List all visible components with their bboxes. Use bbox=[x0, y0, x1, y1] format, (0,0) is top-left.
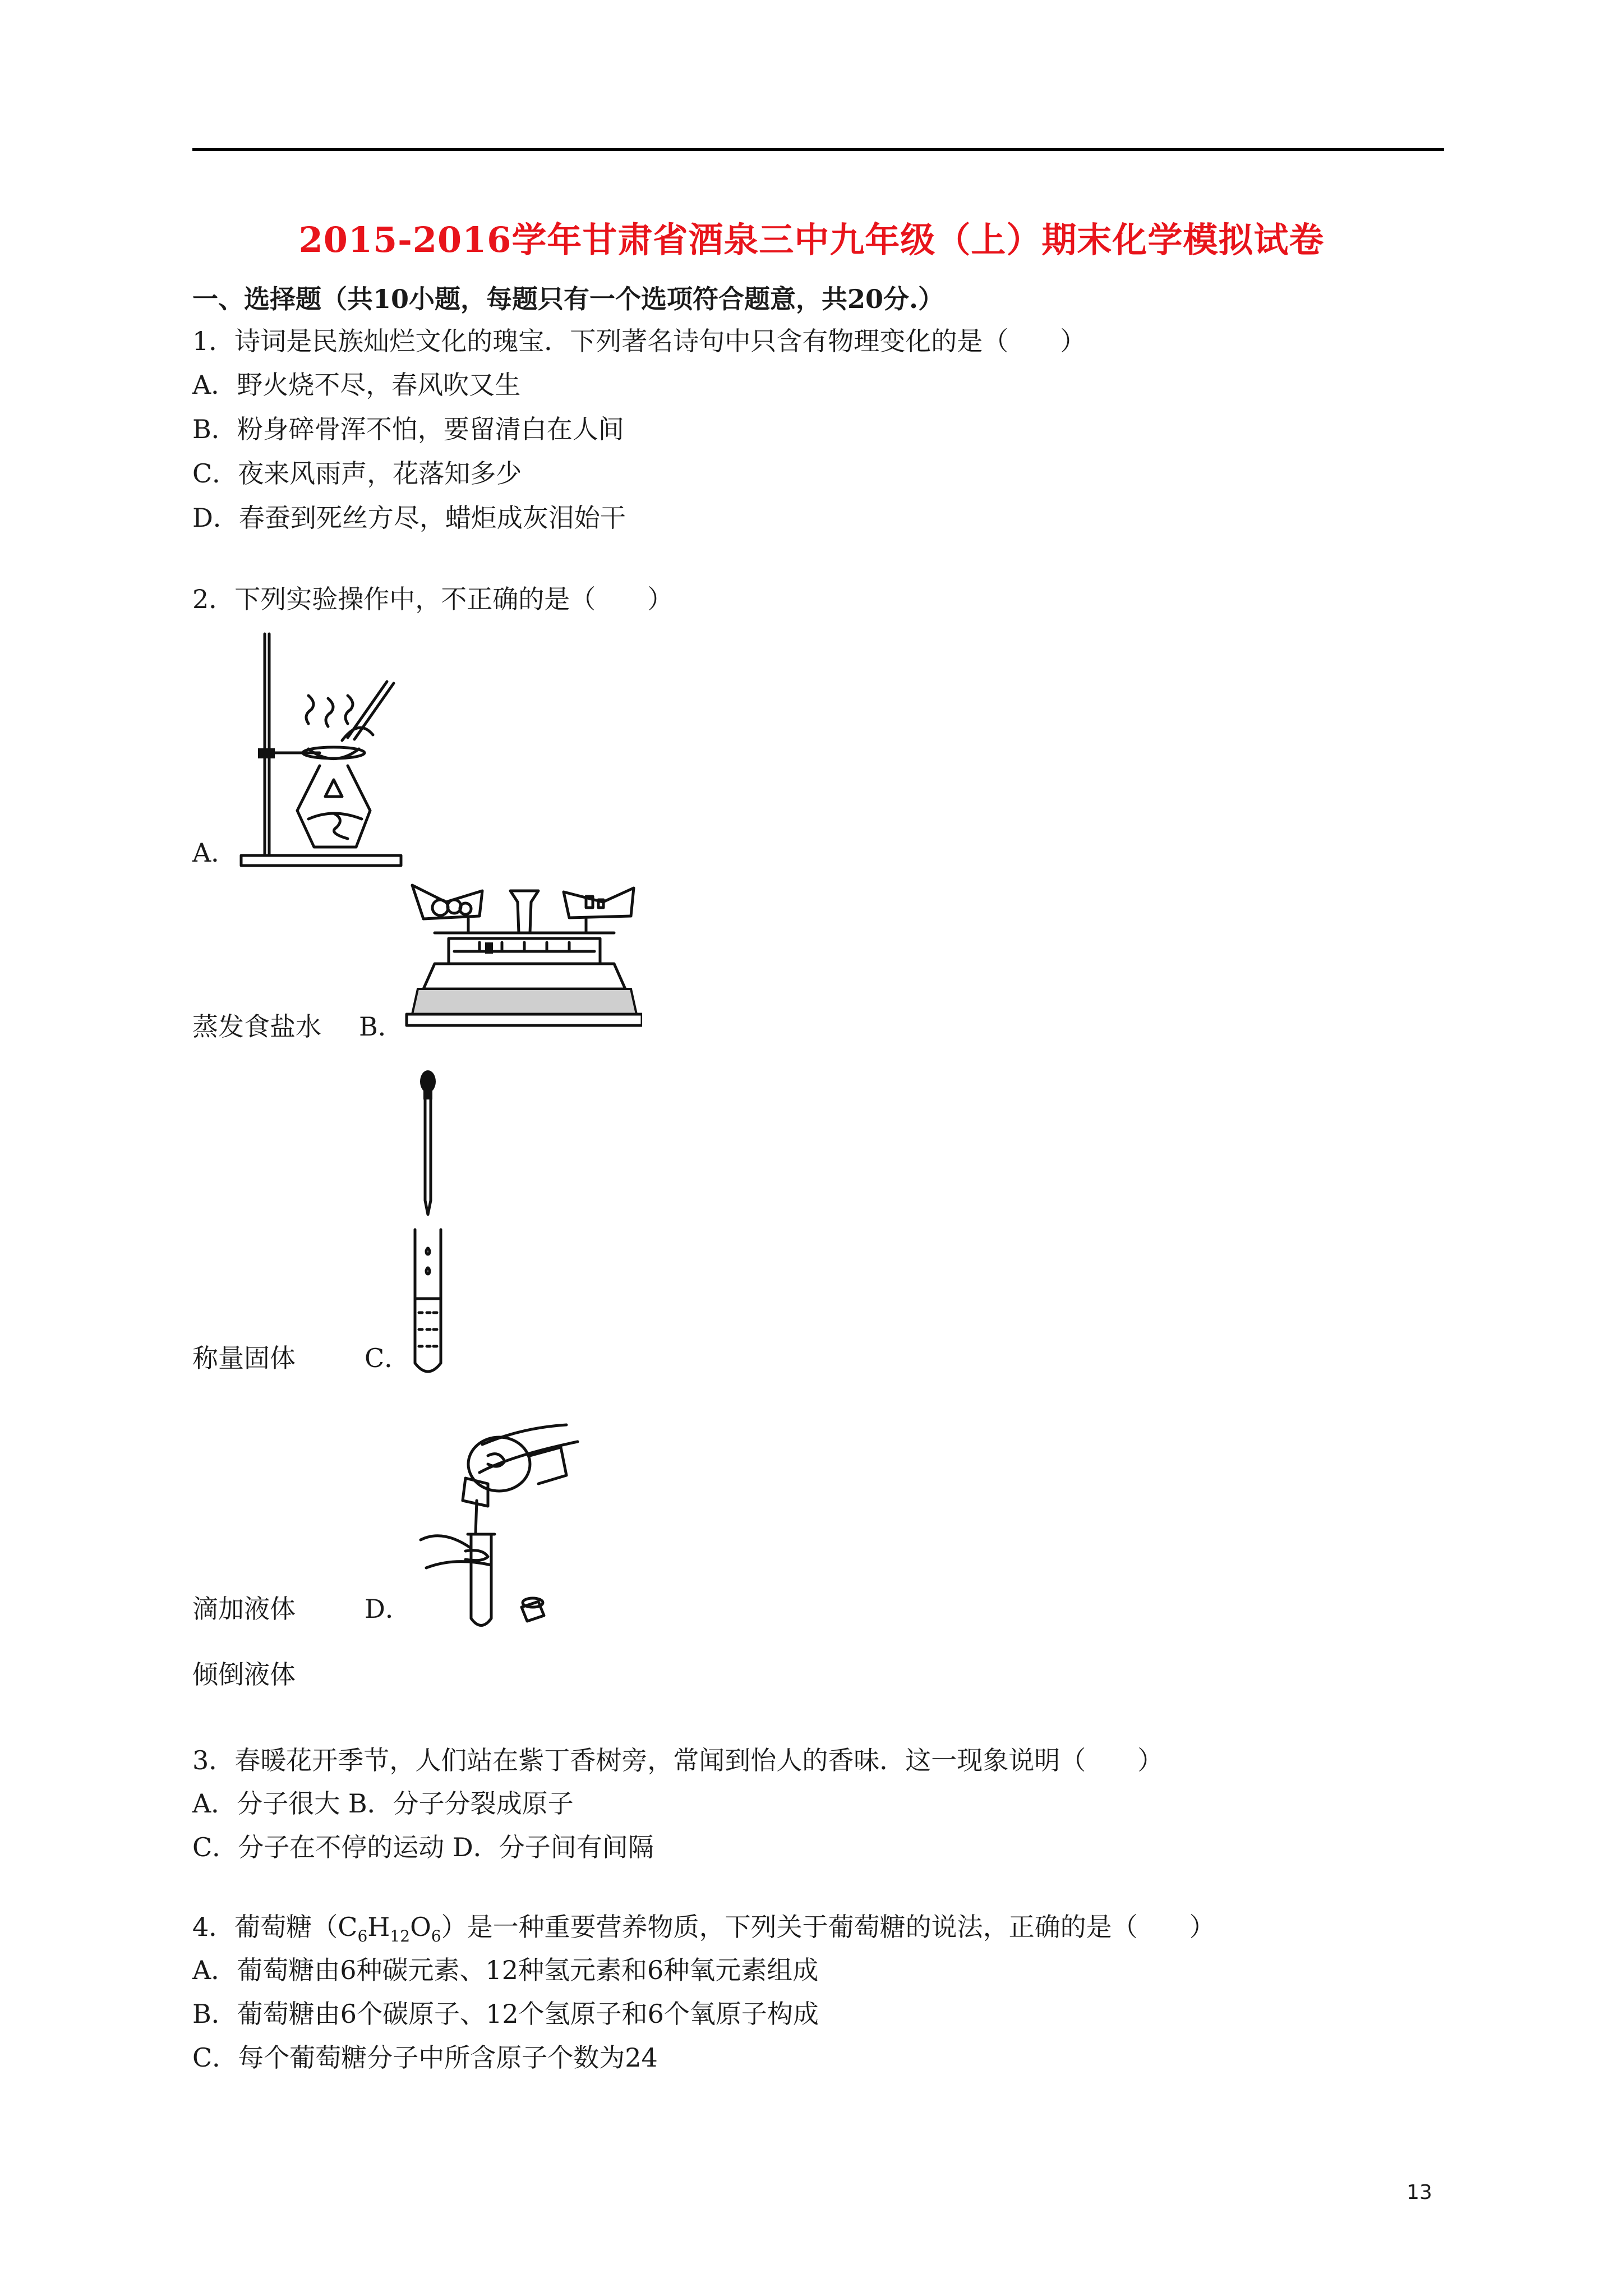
question-3-stem: 3．春暖花开季节，人们站在紫丁香树旁，常闻到怡人的香味．这一现象说明（ ） bbox=[192, 1745, 1164, 1775]
question-2-stem: 2．下列实验操作中，不正确的是（ ） bbox=[192, 584, 674, 614]
option-d-caption: 倾倒液体 bbox=[192, 1659, 296, 1690]
question-3-options-ab: A．分子很大 B．分子分裂成原子 bbox=[192, 1788, 574, 1819]
question-4-option-a: A．葡萄糖由6种碳元素、12种氢元素和6种氧元素组成 bbox=[192, 1955, 819, 1985]
option-a-letter: A． bbox=[192, 838, 237, 868]
question-4-stem: 4．葡萄糖$(C_6H_{12}O_6)$是一种重要营养物质，下列关于葡萄糖的说法，正确的是（ ） bbox=[192, 1912, 1215, 1946]
question-1-stem: 1．诗词是民族灿烂文化的瑰宝．下列著名诗句中只含有物理变化的是（ ） bbox=[192, 326, 1086, 356]
option-a-caption: 蒸发食盐水 bbox=[192, 1011, 321, 1042]
section-heading: 一、选择题（共10小题，每题只有一个选项符合题意，共20分.） bbox=[192, 284, 944, 314]
question-4-option-c: C．每个葡萄糖分子中所含原子个数为24 bbox=[192, 2042, 658, 2073]
evaporation-apparatus-figure bbox=[236, 628, 409, 869]
header-rule bbox=[192, 148, 1444, 151]
question-1-option-a: A．野火烧不尽，春风吹又生 bbox=[192, 370, 521, 400]
question-4-option-b: B．葡萄糖由6个碳原子、12个氢原子和6个氧原子构成 bbox=[192, 1999, 819, 2029]
option-b-caption: 称量固体 bbox=[192, 1343, 296, 1373]
balance-figure bbox=[401, 880, 642, 1042]
page-title: 2015-2016学年甘肃省酒泉三中九年级（上）期末化学模拟试卷 bbox=[298, 219, 1325, 260]
dropper-test-tube-figure bbox=[401, 1066, 457, 1380]
question-1-option-c: C．夜来风雨声，花落知多少 bbox=[192, 458, 522, 489]
page-number: 13 bbox=[1407, 2181, 1432, 2204]
option-d-letter: D． bbox=[365, 1594, 411, 1624]
option-c-caption: 滴加液体 bbox=[192, 1594, 296, 1624]
question-1-option-d: D．春蚕到死丝方尽，蜡炬成灰泪始干 bbox=[192, 503, 626, 533]
question-1-option-b: B．粉身碎骨浑不怕，要留清白在人间 bbox=[192, 414, 624, 444]
option-b-letter: B． bbox=[359, 1011, 404, 1042]
question-3-options-cd: C．分子在不停的运动 D．分子间有间隔 bbox=[192, 1832, 654, 1862]
pouring-liquid-figure bbox=[409, 1422, 589, 1635]
option-c-letter: C． bbox=[365, 1343, 411, 1373]
